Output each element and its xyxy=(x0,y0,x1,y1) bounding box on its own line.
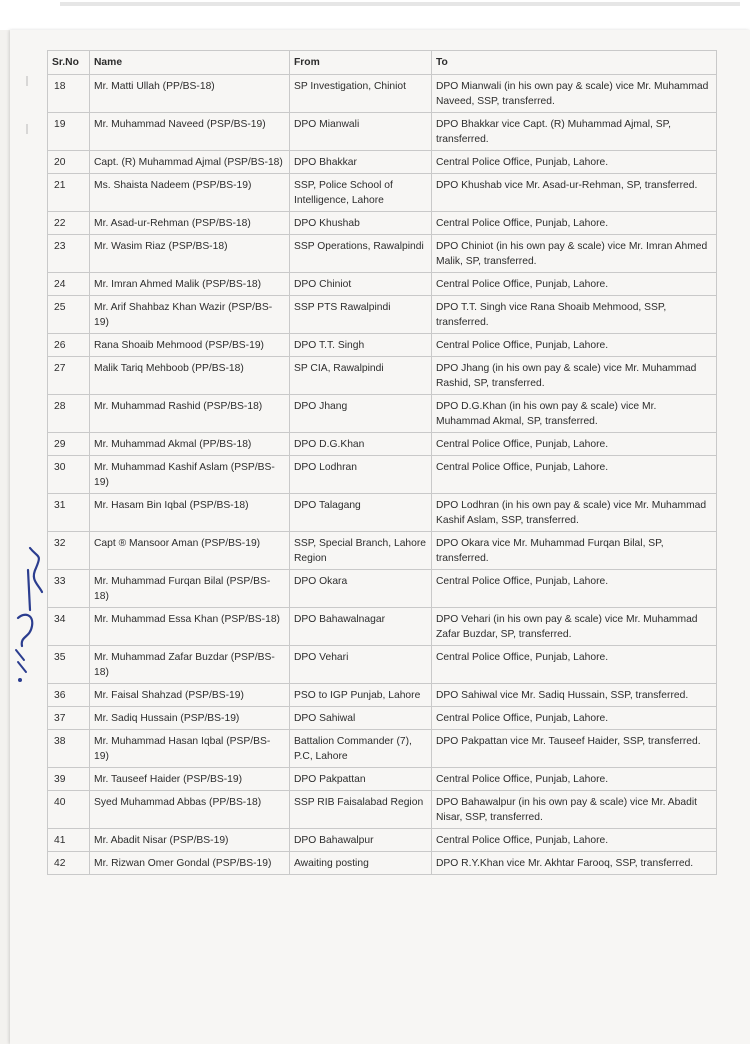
table-row xyxy=(48,334,717,357)
to-cell: Central Police Office, Punjab, Lahore. xyxy=(432,646,717,684)
top-strip xyxy=(0,0,750,30)
name-cell: Mr. Muhammad Naveed (PSP/BS-19) xyxy=(90,113,290,151)
sr-cell: 20 xyxy=(48,151,90,174)
from-cell: DPO Okara xyxy=(290,570,432,608)
from-cell: DPO Talagang xyxy=(290,494,432,532)
sr-cell: 21 xyxy=(48,174,90,212)
from-cell: DPO Bhakkar xyxy=(290,151,432,174)
table-row xyxy=(48,357,717,395)
table-row xyxy=(48,433,717,456)
margin-tick-marks xyxy=(24,76,30,136)
table-row xyxy=(48,684,717,707)
sr-cell: 32 xyxy=(48,532,90,570)
header-from: From xyxy=(290,51,432,75)
sr-cell: 30 xyxy=(48,456,90,494)
name-cell: Mr. Matti Ullah (PP/BS-18) xyxy=(90,75,290,113)
name-cell: Mr. Sadiq Hussain (PSP/BS-19) xyxy=(90,707,290,730)
to-cell: DPO Jhang (in his own pay & scale) vice Mr. Muhammad Rashid, SP, transferred. xyxy=(432,357,717,395)
to-cell: DPO Sahiwal vice Mr. Sadiq Hussain, SSP, transferred. xyxy=(432,684,717,707)
sr-cell: 18 xyxy=(48,75,90,113)
name-cell: Mr. Muhammad Rashid (PSP/BS-18) xyxy=(90,395,290,433)
to-cell: Central Police Office, Punjab, Lahore. xyxy=(432,456,717,494)
handwritten-signature xyxy=(8,540,48,690)
name-cell: Mr. Abadit Nisar (PSP/BS-19) xyxy=(90,829,290,852)
table-row xyxy=(48,395,717,433)
table-row xyxy=(48,494,717,532)
name-cell: Mr. Asad-ur-Rehman (PSP/BS-18) xyxy=(90,212,290,235)
sr-cell: 31 xyxy=(48,494,90,532)
to-cell: DPO R.Y.Khan vice Mr. Akhtar Farooq, SSP, transferred. xyxy=(432,852,717,875)
table-row xyxy=(48,273,717,296)
name-cell: Mr. Muhammad Hasan Iqbal (PSP/BS-19) xyxy=(90,730,290,768)
table-row xyxy=(48,174,717,212)
name-cell: Syed Muhammad Abbas (PP/BS-18) xyxy=(90,791,290,829)
sr-cell: 38 xyxy=(48,730,90,768)
from-cell: SSP, Police School of Intelligence, Lahore xyxy=(290,174,432,212)
name-cell: Mr. Faisal Shahzad (PSP/BS-19) xyxy=(90,684,290,707)
to-cell: Central Police Office, Punjab, Lahore. xyxy=(432,768,717,791)
to-cell: Central Police Office, Punjab, Lahore. xyxy=(432,151,717,174)
to-cell: DPO D.G.Khan (in his own pay & scale) vice Mr. Muhammad Akmal, SP, transferred. xyxy=(432,395,717,433)
sr-cell: 25 xyxy=(48,296,90,334)
to-cell: Central Police Office, Punjab, Lahore. xyxy=(432,707,717,730)
table-row xyxy=(48,852,717,875)
to-cell: Central Police Office, Punjab, Lahore. xyxy=(432,273,717,296)
name-cell: Mr. Imran Ahmed Malik (PSP/BS-18) xyxy=(90,273,290,296)
to-cell: DPO Chiniot (in his own pay & scale) vice Mr. Imran Ahmed Malik, SP, transferred. xyxy=(432,235,717,273)
sr-cell: 39 xyxy=(48,768,90,791)
sr-cell: 41 xyxy=(48,829,90,852)
from-cell: DPO Bahawalnagar xyxy=(290,608,432,646)
faint-header-remnant xyxy=(60,2,740,6)
from-cell: PSO to IGP Punjab, Lahore xyxy=(290,684,432,707)
table-row xyxy=(48,456,717,494)
name-cell: Capt ® Mansoor Aman (PSP/BS-19) xyxy=(90,532,290,570)
from-cell: DPO Khushab xyxy=(290,212,432,235)
table-row xyxy=(48,113,717,151)
sr-cell: 33 xyxy=(48,570,90,608)
table-row xyxy=(48,829,717,852)
sr-cell: 35 xyxy=(48,646,90,684)
table-row xyxy=(48,235,717,273)
table-row xyxy=(48,730,717,768)
table-row xyxy=(48,707,717,730)
sr-cell: 26 xyxy=(48,334,90,357)
table-row xyxy=(48,212,717,235)
sr-cell: 24 xyxy=(48,273,90,296)
table-row xyxy=(48,570,717,608)
from-cell: SSP RIB Faisalabad Region xyxy=(290,791,432,829)
to-cell: DPO Bahawalpur (in his own pay & scale) vice Mr. Abadit Nisar, SSP, transferred. xyxy=(432,791,717,829)
from-cell: DPO Chiniot xyxy=(290,273,432,296)
to-cell: DPO T.T. Singh vice Rana Shoaib Mehmood, SSP, transferred. xyxy=(432,296,717,334)
name-cell: Mr. Tauseef Haider (PSP/BS-19) xyxy=(90,768,290,791)
from-cell: SP CIA, Rawalpindi xyxy=(290,357,432,395)
table-row xyxy=(48,791,717,829)
header-sr-no: Sr.No xyxy=(48,51,90,75)
name-cell: Mr. Muhammad Akmal (PP/BS-18) xyxy=(90,433,290,456)
table-row xyxy=(48,151,717,174)
to-cell: DPO Bhakkar vice Capt. (R) Muhammad Ajmal, SP, transferred. xyxy=(432,113,717,151)
to-cell: Central Police Office, Punjab, Lahore. xyxy=(432,212,717,235)
to-cell: DPO Lodhran (in his own pay & scale) vice Mr. Muhammad Kashif Aslam, SSP, transferred. xyxy=(432,494,717,532)
from-cell: DPO Jhang xyxy=(290,395,432,433)
to-cell: Central Police Office, Punjab, Lahore. xyxy=(432,829,717,852)
from-cell: DPO Bahawalpur xyxy=(290,829,432,852)
from-cell: DPO D.G.Khan xyxy=(290,433,432,456)
to-cell: DPO Okara vice Mr. Muhammad Furqan Bilal, SP, transferred. xyxy=(432,532,717,570)
table-row xyxy=(48,646,717,684)
sr-cell: 23 xyxy=(48,235,90,273)
sr-cell: 34 xyxy=(48,608,90,646)
name-cell: Capt. (R) Muhammad Ajmal (PSP/BS-18) xyxy=(90,151,290,174)
name-cell: Mr. Hasam Bin Iqbal (PSP/BS-18) xyxy=(90,494,290,532)
name-cell: Malik Tariq Mehboob (PP/BS-18) xyxy=(90,357,290,395)
from-cell: DPO Pakpattan xyxy=(290,768,432,791)
from-cell: Battalion Commander (7), P.C, Lahore xyxy=(290,730,432,768)
name-cell: Mr. Rizwan Omer Gondal (PSP/BS-19) xyxy=(90,852,290,875)
sr-cell: 36 xyxy=(48,684,90,707)
sr-cell: 37 xyxy=(48,707,90,730)
name-cell: Ms. Shaista Nadeem (PSP/BS-19) xyxy=(90,174,290,212)
header-to: To xyxy=(432,51,717,75)
from-cell: SP Investigation, Chiniot xyxy=(290,75,432,113)
sr-cell: 42 xyxy=(48,852,90,875)
from-cell: DPO Lodhran xyxy=(290,456,432,494)
name-cell: Mr. Muhammad Furqan Bilal (PSP/BS-18) xyxy=(90,570,290,608)
sr-cell: 22 xyxy=(48,212,90,235)
name-cell: Mr. Wasim Riaz (PSP/BS-18) xyxy=(90,235,290,273)
sr-cell: 29 xyxy=(48,433,90,456)
name-cell: Mr. Muhammad Essa Khan (PSP/BS-18) xyxy=(90,608,290,646)
sr-cell: 28 xyxy=(48,395,90,433)
table-row xyxy=(48,296,717,334)
header-name: Name xyxy=(90,51,290,75)
table-row xyxy=(48,532,717,570)
to-cell: DPO Khushab vice Mr. Asad-ur-Rehman, SP, transferred. xyxy=(432,174,717,212)
from-cell: SSP, Special Branch, Lahore Region xyxy=(290,532,432,570)
name-cell: Mr. Arif Shahbaz Khan Wazir (PSP/BS-19) xyxy=(90,296,290,334)
to-cell: DPO Pakpattan vice Mr. Tauseef Haider, SSP, transferred. xyxy=(432,730,717,768)
table-row xyxy=(48,75,717,113)
name-cell: Rana Shoaib Mehmood (PSP/BS-19) xyxy=(90,334,290,357)
to-cell: Central Police Office, Punjab, Lahore. xyxy=(432,334,717,357)
from-cell: DPO Vehari xyxy=(290,646,432,684)
sr-cell: 40 xyxy=(48,791,90,829)
table-row xyxy=(48,768,717,791)
table-row xyxy=(48,608,717,646)
to-cell: Central Police Office, Punjab, Lahore. xyxy=(432,570,717,608)
from-cell: SSP PTS Rawalpindi xyxy=(290,296,432,334)
to-cell: Central Police Office, Punjab, Lahore. xyxy=(432,433,717,456)
from-cell: Awaiting posting xyxy=(290,852,432,875)
name-cell: Mr. Muhammad Zafar Buzdar (PSP/BS-18) xyxy=(90,646,290,684)
sr-cell: 27 xyxy=(48,357,90,395)
to-cell: DPO Vehari (in his own pay & scale) vice Mr. Muhammad Zafar Buzdar, SP, transferred. xyxy=(432,608,717,646)
from-cell: DPO Sahiwal xyxy=(290,707,432,730)
to-cell: DPO Mianwali (in his own pay & scale) vice Mr. Muhammad Naveed, SSP, transferred. xyxy=(432,75,717,113)
from-cell: SSP Operations, Rawalpindi xyxy=(290,235,432,273)
transfers-table xyxy=(47,50,717,875)
sr-cell: 19 xyxy=(48,113,90,151)
from-cell: DPO T.T. Singh xyxy=(290,334,432,357)
table-header-row xyxy=(48,51,717,75)
name-cell: Mr. Muhammad Kashif Aslam (PSP/BS-19) xyxy=(90,456,290,494)
from-cell: DPO Mianwali xyxy=(290,113,432,151)
